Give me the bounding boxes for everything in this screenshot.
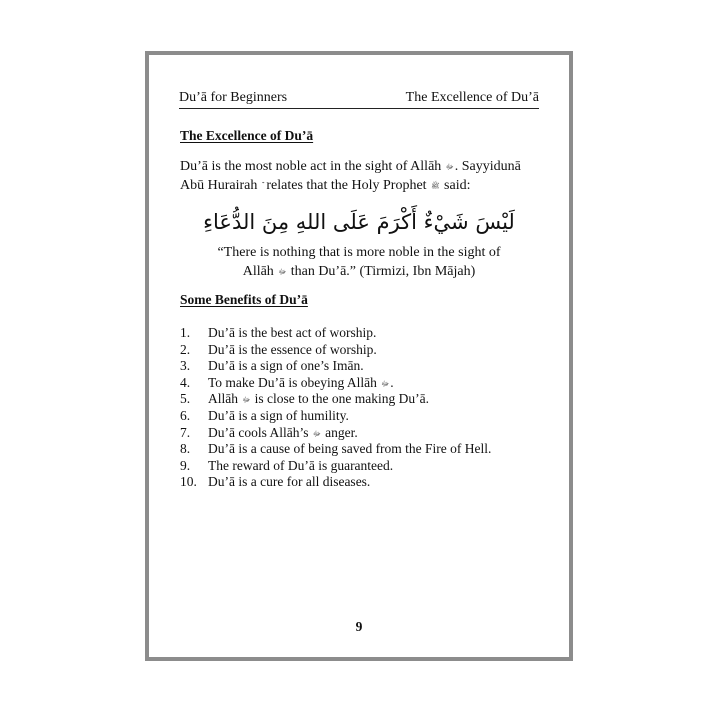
item-text: [208, 425, 358, 442]
running-head: [179, 88, 539, 109]
list-item: [180, 358, 491, 375]
running-head-book-title: Du’ā for Beginners: [179, 90, 288, 105]
item-number: 8.: [180, 441, 191, 457]
list-item: [180, 458, 491, 475]
item-text: [208, 391, 429, 408]
hadith-translation: [179, 243, 539, 281]
running-head-chapter-title: The Excellence of Du’ā: [405, 90, 539, 105]
list-item: [180, 375, 491, 392]
intro-text-3: relates that the Holy Prophet: [266, 178, 427, 193]
section-heading-benefits: Some Benefits of Du’ā: [180, 292, 308, 307]
item-text: Du’ā is a sign of humility.: [208, 407, 349, 423]
intro-text-1: Du’ā is the most noble act in the sight of Allāh: [180, 159, 442, 174]
item-text: The reward of Du’ā is guaranteed.: [208, 457, 394, 473]
item-text: Du’ā is the essence of worship.: [208, 341, 377, 357]
prophet-honorific-icon: ﷺ: [431, 182, 440, 190]
list-item: [180, 391, 491, 408]
item-text-b: anger.: [325, 424, 358, 440]
item-text: Du’ā is a sign of one’s Imān.: [208, 358, 364, 374]
arabic-hadith: لَيْسَ شَيْءٌ أَكْرَمَ عَلَى اللهِ مِنَ الدُّعَاءِ: [203, 210, 515, 234]
item-number: 3.: [180, 358, 191, 374]
intro-text-4: said:: [444, 178, 471, 193]
allah-honorific-icon: ﷻ: [278, 268, 287, 276]
item-number: 10.: [180, 474, 197, 490]
item-text: Du’ā is the best act of worship.: [208, 325, 377, 340]
item-number: 2.: [180, 341, 191, 357]
allah-honorific-icon: ﷻ: [242, 396, 251, 405]
quote-text-3: than Du’ā.” (Tirmizi, Ibn Mājah): [290, 264, 476, 279]
item-text-a: Du’ā cools Allāh’s: [208, 424, 309, 440]
item-number: 7.: [180, 424, 191, 440]
quote-line-1: “There is nothing that is more noble in the sight of: [217, 245, 501, 260]
list-item: [180, 425, 491, 442]
list-item: [180, 408, 491, 425]
item-number: 4.: [180, 374, 191, 390]
item-text-b: .: [390, 374, 394, 390]
quote-line-2: [179, 262, 539, 281]
list-item: [180, 441, 491, 458]
allah-honorific-icon: ﷻ: [312, 429, 321, 438]
allah-honorific-icon: ﷻ: [381, 379, 390, 388]
item-number: 5.: [180, 391, 191, 407]
item-text-b: is close to the one making Du’ā.: [254, 391, 429, 407]
page-number: 9: [355, 619, 363, 634]
item-text: Du’ā is a cause of being saved from the Fire of Hell.: [208, 441, 492, 457]
item-number: 9.: [180, 457, 191, 473]
item-text-a: To make Du’ā is obeying Allāh: [208, 374, 377, 390]
allah-honorific-icon: ﷻ: [445, 163, 454, 171]
intro-text-2: . Sayyidunā Abū Hurairah: [180, 159, 521, 193]
item-number: 1.: [180, 325, 191, 340]
book-page: [145, 51, 573, 661]
item-number: 6.: [180, 407, 191, 423]
quote-text-2: Allāh: [242, 264, 274, 279]
item-text-a: Allāh: [208, 391, 238, 407]
list-item: [180, 325, 491, 342]
item-text: Du’ā is a cure for all diseases.: [208, 474, 371, 490]
list-item: [180, 342, 491, 359]
item-text: [208, 375, 394, 392]
section-heading-excellence: The Excellence of Du’ā: [180, 128, 314, 143]
list-item: [180, 474, 491, 491]
benefits-list: [180, 325, 491, 491]
sahabi-honorific-icon: [261, 183, 263, 190]
intro-paragraph: [180, 157, 541, 195]
